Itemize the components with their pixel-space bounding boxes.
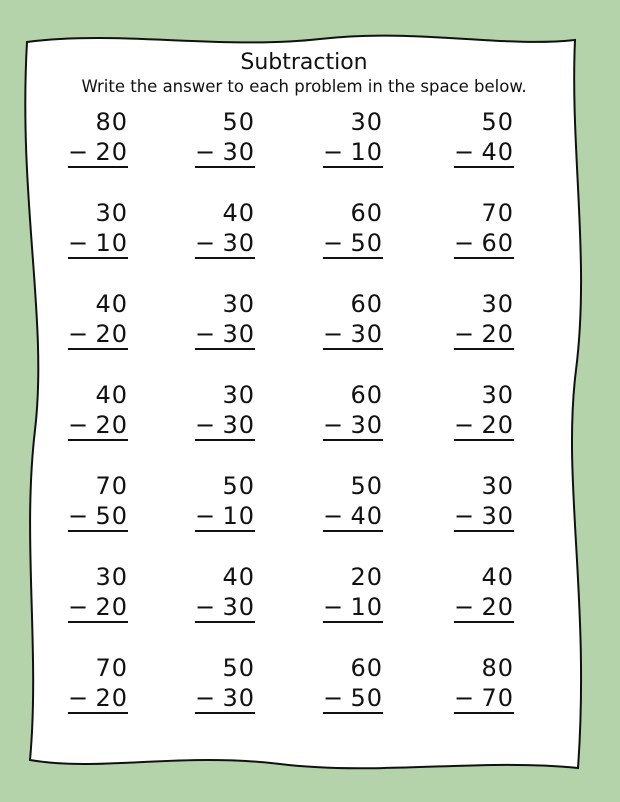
minuend: 20 <box>350 563 383 591</box>
subtraction-problem <box>195 108 255 174</box>
subtrahend: 30 <box>222 593 255 621</box>
subtrahend: 30 <box>222 411 255 439</box>
minus-sign: − <box>454 502 475 530</box>
answer-line <box>195 320 255 350</box>
subtraction-problem <box>323 381 383 447</box>
minus-sign: − <box>454 320 475 348</box>
subtraction-problem <box>454 654 514 720</box>
subtrahend: 50 <box>95 502 128 530</box>
subtraction-problem <box>195 472 255 538</box>
subtrahend: 50 <box>350 684 383 712</box>
subtrahend: 30 <box>222 138 255 166</box>
subtraction-problem <box>68 472 128 538</box>
subtrahend: 30 <box>222 684 255 712</box>
answer-line <box>323 229 383 259</box>
minus-sign: − <box>454 229 475 257</box>
minuend: 30 <box>95 199 128 227</box>
answer-line <box>195 411 255 441</box>
answer-line <box>195 138 255 168</box>
minus-sign: − <box>323 411 344 439</box>
minuend: 30 <box>350 108 383 136</box>
subtrahend: 10 <box>222 502 255 530</box>
minus-sign: − <box>323 320 344 348</box>
subtrahend: 20 <box>95 684 128 712</box>
subtraction-problem <box>195 563 255 629</box>
answer-line <box>454 502 514 532</box>
subtraction-problem <box>323 199 383 265</box>
answer-line <box>454 229 514 259</box>
subtraction-problem <box>323 472 383 538</box>
worksheet-title: Subtraction <box>240 50 368 75</box>
minuend: 40 <box>222 199 255 227</box>
minuend: 30 <box>481 472 514 500</box>
minuend: 50 <box>350 472 383 500</box>
problem-row <box>30 381 578 472</box>
answer-line <box>68 138 128 168</box>
answer-line <box>323 138 383 168</box>
worksheet <box>30 36 578 760</box>
minuend: 70 <box>481 199 514 227</box>
answer-line <box>68 684 128 714</box>
minus-sign: − <box>68 411 89 439</box>
answer-line <box>195 229 255 259</box>
subtraction-problem <box>454 108 514 174</box>
subtraction-problem <box>323 654 383 720</box>
subtraction-problem <box>195 290 255 356</box>
minus-sign: − <box>68 229 89 257</box>
minus-sign: − <box>195 229 216 257</box>
minuend: 50 <box>222 654 255 682</box>
problem-row <box>30 199 578 290</box>
subtraction-problem <box>68 654 128 720</box>
subtrahend: 20 <box>481 593 514 621</box>
subtrahend: 20 <box>95 411 128 439</box>
subtraction-problem <box>195 654 255 720</box>
minus-sign: − <box>195 684 216 712</box>
minuend: 50 <box>222 472 255 500</box>
minus-sign: − <box>68 502 89 530</box>
minuend: 70 <box>95 654 128 682</box>
subtrahend: 20 <box>95 138 128 166</box>
subtrahend: 20 <box>95 593 128 621</box>
subtraction-problem <box>195 381 255 447</box>
minuend: 30 <box>481 290 514 318</box>
subtrahend: 40 <box>350 502 383 530</box>
minus-sign: − <box>454 411 475 439</box>
minus-sign: − <box>68 138 89 166</box>
subtrahend: 30 <box>222 320 255 348</box>
answer-line <box>195 593 255 623</box>
subtrahend: 70 <box>481 684 514 712</box>
minus-sign: − <box>68 593 89 621</box>
subtrahend: 30 <box>481 502 514 530</box>
minus-sign: − <box>323 229 344 257</box>
answer-line <box>68 229 128 259</box>
minuend: 40 <box>95 381 128 409</box>
subtraction-problem <box>323 290 383 356</box>
answer-line <box>195 684 255 714</box>
problem-row <box>30 108 578 199</box>
minuend: 30 <box>222 381 255 409</box>
problem-grid <box>30 108 578 745</box>
minuend: 30 <box>95 563 128 591</box>
minus-sign: − <box>195 502 216 530</box>
answer-line <box>454 138 514 168</box>
minuend: 50 <box>481 108 514 136</box>
minuend: 30 <box>481 381 514 409</box>
subtraction-problem <box>68 381 128 447</box>
minuend: 60 <box>350 290 383 318</box>
subtrahend: 20 <box>95 320 128 348</box>
subtrahend: 10 <box>350 593 383 621</box>
subtraction-problem <box>454 381 514 447</box>
minus-sign: − <box>195 593 216 621</box>
answer-line <box>454 411 514 441</box>
problem-row <box>30 472 578 563</box>
subtrahend: 20 <box>481 411 514 439</box>
problem-row <box>30 654 578 745</box>
answer-line <box>68 320 128 350</box>
answer-line <box>454 684 514 714</box>
minus-sign: − <box>195 320 216 348</box>
subtrahend: 10 <box>95 229 128 257</box>
answer-line <box>68 593 128 623</box>
answer-line <box>323 411 383 441</box>
subtrahend: 30 <box>350 411 383 439</box>
minuend: 80 <box>481 654 514 682</box>
answer-line <box>195 502 255 532</box>
problem-row <box>30 563 578 654</box>
minus-sign: − <box>68 684 89 712</box>
minuend: 40 <box>481 563 514 591</box>
minus-sign: − <box>454 684 475 712</box>
minuend: 60 <box>350 381 383 409</box>
subtraction-problem <box>454 472 514 538</box>
subtraction-problem <box>454 290 514 356</box>
minus-sign: − <box>323 502 344 530</box>
worksheet-instructions: Write the answer to each problem in the space below. <box>81 77 527 96</box>
answer-line <box>323 684 383 714</box>
answer-line <box>323 320 383 350</box>
minus-sign: − <box>195 138 216 166</box>
minus-sign: − <box>323 684 344 712</box>
subtraction-problem <box>68 199 128 265</box>
answer-line <box>454 320 514 350</box>
minus-sign: − <box>323 138 344 166</box>
minus-sign: − <box>68 320 89 348</box>
minuend: 70 <box>95 472 128 500</box>
problem-row <box>30 290 578 381</box>
subtraction-problem <box>454 199 514 265</box>
subtraction-problem <box>323 108 383 174</box>
minuend: 80 <box>95 108 128 136</box>
minus-sign: − <box>323 593 344 621</box>
subtrahend: 30 <box>350 320 383 348</box>
minuend: 40 <box>95 290 128 318</box>
minuend: 50 <box>222 108 255 136</box>
minus-sign: − <box>195 411 216 439</box>
subtraction-problem <box>68 290 128 356</box>
subtrahend: 40 <box>481 138 514 166</box>
minus-sign: − <box>454 138 475 166</box>
answer-line <box>68 411 128 441</box>
answer-line <box>454 593 514 623</box>
subtraction-problem <box>195 199 255 265</box>
subtrahend: 30 <box>222 229 255 257</box>
subtrahend: 20 <box>481 320 514 348</box>
minuend: 60 <box>350 654 383 682</box>
minuend: 60 <box>350 199 383 227</box>
subtrahend: 50 <box>350 229 383 257</box>
minuend: 40 <box>222 563 255 591</box>
subtraction-problem <box>68 108 128 174</box>
subtrahend: 60 <box>481 229 514 257</box>
minuend: 30 <box>222 290 255 318</box>
answer-line <box>323 593 383 623</box>
minus-sign: − <box>454 593 475 621</box>
answer-line <box>323 502 383 532</box>
subtrahend: 10 <box>350 138 383 166</box>
subtraction-problem <box>323 563 383 629</box>
answer-line <box>68 502 128 532</box>
subtraction-problem <box>454 563 514 629</box>
subtraction-problem <box>68 563 128 629</box>
